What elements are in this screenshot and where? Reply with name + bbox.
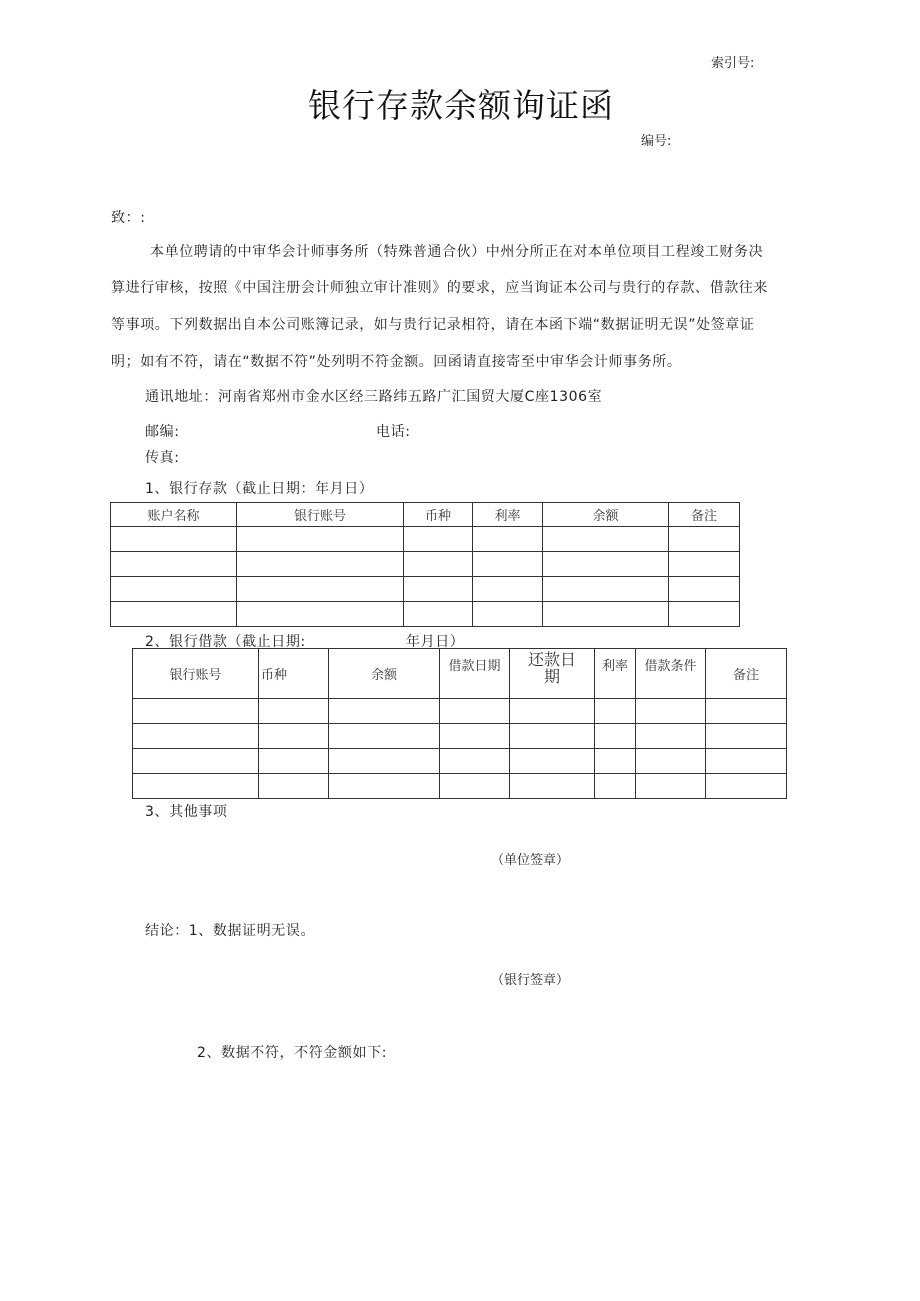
table-cell[interactable] [237, 602, 404, 627]
index-number-label: 索引号: [711, 56, 755, 71]
recipient-label: 致：: [111, 210, 146, 226]
table-cell[interactable] [133, 749, 259, 774]
letter-paragraph-line-4: 明；如有不符，请在“数据不符”处列明不符金额。回函请直接寄至中审华会计师事务所。 [111, 354, 682, 370]
table-cell[interactable] [111, 527, 237, 552]
loans-col-currency: 币种 [259, 649, 329, 699]
serial-number-label: 编号: [641, 134, 672, 149]
table-cell[interactable] [404, 527, 473, 552]
table-row [111, 577, 740, 602]
table-cell[interactable] [259, 724, 329, 749]
table-cell[interactable] [543, 577, 669, 602]
letter-paragraph-line-1: 本单位聘请的中审华会计师事务所（特殊普通合伙）中州分所正在对本单位项目工程竣工财务决 [150, 244, 764, 260]
table-cell[interactable] [510, 724, 595, 749]
table-row [111, 527, 740, 552]
table-cell[interactable] [510, 699, 595, 724]
letter-paragraph-line-2: 算进行审核，按照《中国注册会计师独立审计准则》的要求，应当询证本公司与贵行的存款、借款往来 [111, 280, 768, 296]
loans-col-rate: 利率 [595, 649, 636, 699]
table-cell[interactable] [706, 749, 787, 774]
table-cell[interactable] [706, 774, 787, 799]
loans-col-loan-date: 借款日期 [440, 649, 510, 699]
table-cell[interactable] [543, 527, 669, 552]
table-cell[interactable] [473, 602, 543, 627]
table-cell[interactable] [329, 774, 440, 799]
table-cell[interactable] [543, 552, 669, 577]
table-cell[interactable] [404, 552, 473, 577]
loans-heading-suffix: 年月日） [406, 634, 465, 650]
deposits-col-remarks: 备注 [669, 503, 740, 527]
table-cell[interactable] [706, 699, 787, 724]
page-title: 银行存款余额询证函 [308, 86, 614, 125]
fax-label: 传真: [145, 450, 180, 466]
loans-col-balance: 余额 [329, 649, 440, 699]
table-cell[interactable] [259, 774, 329, 799]
table-cell[interactable] [473, 527, 543, 552]
deposits-heading: 1、银行存款（截止日期：年月日） [145, 481, 374, 497]
deposits-col-currency: 币种 [404, 503, 473, 527]
table-cell[interactable] [404, 577, 473, 602]
loans-col-loan-terms: 借款条件 [636, 649, 706, 699]
table-cell[interactable] [669, 602, 740, 627]
table-cell[interactable] [669, 552, 740, 577]
table-cell[interactable] [440, 724, 510, 749]
table-cell[interactable] [595, 774, 636, 799]
table-cell[interactable] [595, 724, 636, 749]
table-row [111, 552, 740, 577]
table-cell[interactable] [440, 749, 510, 774]
table-row [133, 749, 787, 774]
deposits-header-row [111, 503, 740, 527]
table-cell[interactable] [440, 774, 510, 799]
table-cell[interactable] [636, 699, 706, 724]
table-cell[interactable] [259, 699, 329, 724]
table-cell[interactable] [706, 724, 787, 749]
table-cell[interactable] [133, 724, 259, 749]
table-cell[interactable] [510, 774, 595, 799]
deposits-col-balance: 余额 [543, 503, 669, 527]
table-cell[interactable] [133, 699, 259, 724]
deposits-col-account-name: 账户名称 [111, 503, 237, 527]
table-cell[interactable] [111, 577, 237, 602]
table-cell[interactable] [595, 749, 636, 774]
loans-col-remarks: 备注 [706, 649, 787, 699]
table-cell[interactable] [237, 552, 404, 577]
table-cell[interactable] [111, 602, 237, 627]
table-row [111, 602, 740, 627]
table-cell[interactable] [636, 774, 706, 799]
postcode-label: 邮编: [145, 424, 180, 440]
table-cell[interactable] [329, 699, 440, 724]
table-cell[interactable] [111, 552, 237, 577]
loans-header-row [133, 649, 787, 699]
table-cell[interactable] [259, 749, 329, 774]
conclusion-line-1: 结论：1、数据证明无误。 [145, 923, 316, 939]
table-cell[interactable] [669, 527, 740, 552]
letter-paragraph-line-3: 等事项。下列数据出自本公司账簿记录，如与贵行记录相符，请在本函下端“数据证明无误”处签章证 [111, 317, 755, 333]
table-cell[interactable] [595, 699, 636, 724]
bank-seal-label: （银行签章） [491, 973, 570, 988]
table-cell[interactable] [543, 602, 669, 627]
unit-seal-label: （单位签章） [491, 853, 570, 868]
table-cell[interactable] [510, 749, 595, 774]
loans-col-repayment-date: 还款日期 [510, 649, 595, 699]
table-cell[interactable] [473, 552, 543, 577]
table-cell[interactable] [237, 577, 404, 602]
table-cell[interactable] [133, 774, 259, 799]
loans-heading-prefix: 2、银行借款（截止日期: [145, 634, 306, 650]
table-cell[interactable] [440, 699, 510, 724]
table-cell[interactable] [669, 577, 740, 602]
deposits-col-rate: 利率 [473, 503, 543, 527]
table-cell[interactable] [636, 724, 706, 749]
table-row [133, 724, 787, 749]
table-cell[interactable] [404, 602, 473, 627]
phone-label: 电话: [376, 424, 411, 440]
table-cell[interactable] [237, 527, 404, 552]
deposits-table [110, 502, 740, 627]
loans-col-account-number: 银行账号 [133, 649, 259, 699]
table-row [133, 699, 787, 724]
other-matters-heading: 3、其他事项 [145, 804, 228, 820]
table-cell[interactable] [329, 724, 440, 749]
deposits-col-account-number: 银行账号 [237, 503, 404, 527]
loans-table [132, 648, 787, 799]
table-cell[interactable] [329, 749, 440, 774]
table-cell[interactable] [473, 577, 543, 602]
table-row [133, 774, 787, 799]
conclusion-line-2: 2、数据不符，不符金额如下: [197, 1045, 388, 1061]
mailing-address: 通讯地址：河南省郑州市金水区经三路纬五路广汇国贸大厦C座1306室 [145, 389, 603, 405]
table-cell[interactable] [636, 749, 706, 774]
